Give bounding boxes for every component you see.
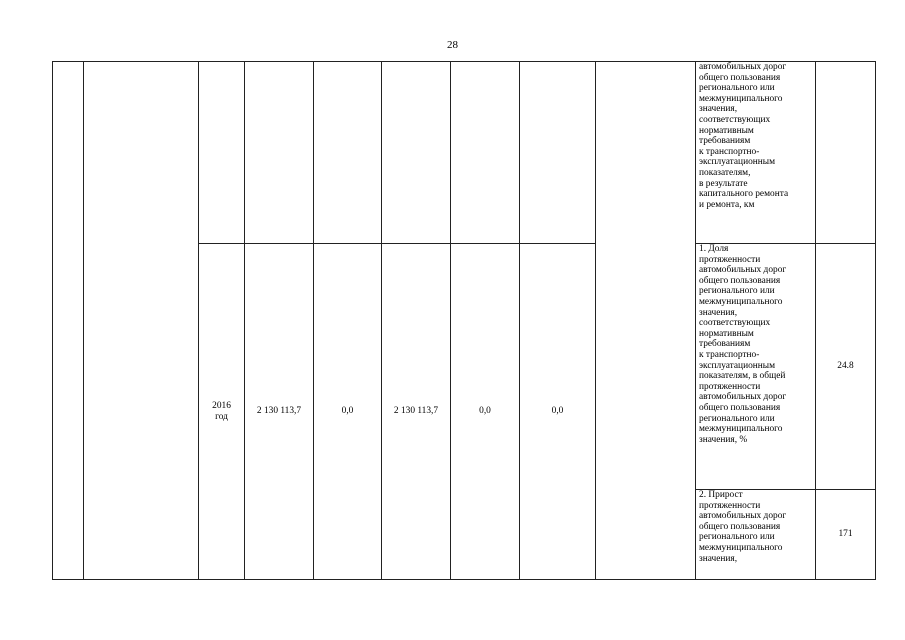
amount-cell (382, 62, 451, 244)
indicator-text: автомобильных дорог общего пользования регионального или межмуниципального значения, соответствующих нормативным требованиям к транспортно- эксплуатационным показателям, в результате капитального ремонта и ремонта, км (696, 62, 816, 244)
amount-cell: 0,0 (451, 244, 520, 580)
year-cell (199, 62, 245, 244)
year-cell (199, 244, 245, 580)
amount-cell: 2 130 113,7 (245, 244, 314, 580)
indicator-value: 171 (816, 490, 876, 580)
number-cell (53, 62, 84, 580)
amount-cell (314, 62, 382, 244)
amount-cell: 2 130 113,7 (382, 244, 451, 580)
program-table (52, 61, 876, 580)
page-number: 28 (447, 39, 458, 51)
amount-cell (520, 62, 596, 244)
amount-cell: 0,0 (520, 244, 596, 580)
indicator-value: 24.8 (816, 244, 876, 490)
table-row (53, 62, 876, 244)
indicator-value (816, 62, 876, 244)
year-label: 2016 год (212, 400, 231, 422)
amount-cell (245, 62, 314, 244)
indicator-text: 2. Прирост протяженности автомобильных дорог общего пользования регионального или межмуниципального значения, (696, 490, 816, 580)
amount-cell (451, 62, 520, 244)
amount-cell: 0,0 (314, 244, 382, 580)
indicator-text: 1. Доля протяженности автомобильных дорог общего пользования регионального или межмуниципального значения, соответствующих нормативным требованиям к транспортно- эксплуатационным показателям, в общей протяженности автомобильных дорог общего пользования регионального или межмуниципального значения, % (696, 244, 816, 490)
event-name-cell (84, 62, 199, 580)
executor-cell (596, 62, 696, 580)
